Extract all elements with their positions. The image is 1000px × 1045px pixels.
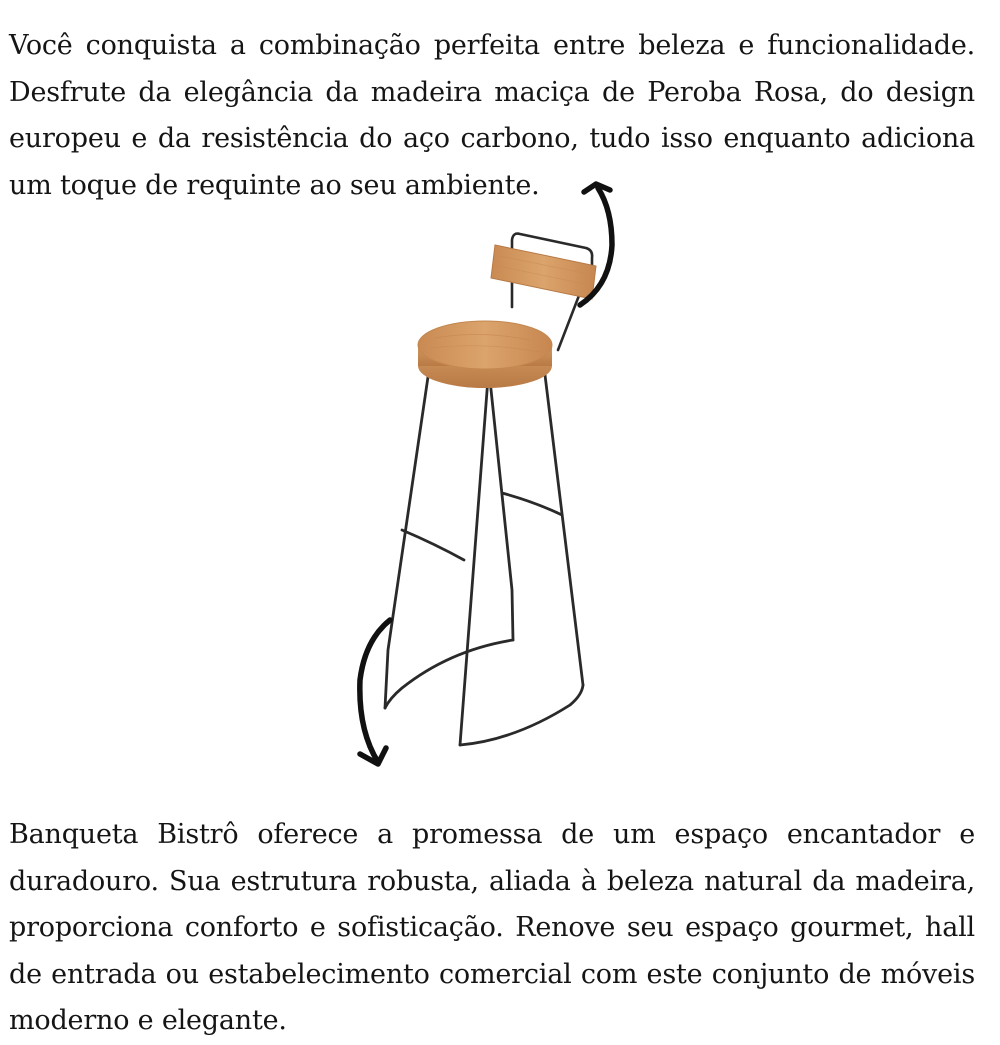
description-paragraph-top: Você conquista a combinação perfeita entre beleza e funcionalidade. Desfrute da elegância da madeira maciça de Peroba Rosa, do design europeu e da resistência do aço carbono, tudo isso enquanto adiciona um toque de requinte ao seu ambiente.: [9, 30, 975, 201]
stool-legs: [385, 370, 583, 745]
stool-illustration: [340, 180, 640, 780]
description-paragraph-bottom: Banqueta Bistrô oferece a promessa de um espaço encantador e duradouro. Sua estrutura robusta, aliada à beleza natural da madeira, proporciona conforto e sofisticação. Renove seu espaço gourmet, hall de entrada ou estabelecimento comercial com este conjunto de móveis moderno e elegante.: [9, 819, 975, 1036]
stool-seat: [418, 321, 552, 388]
backrest-board: [491, 245, 596, 299]
